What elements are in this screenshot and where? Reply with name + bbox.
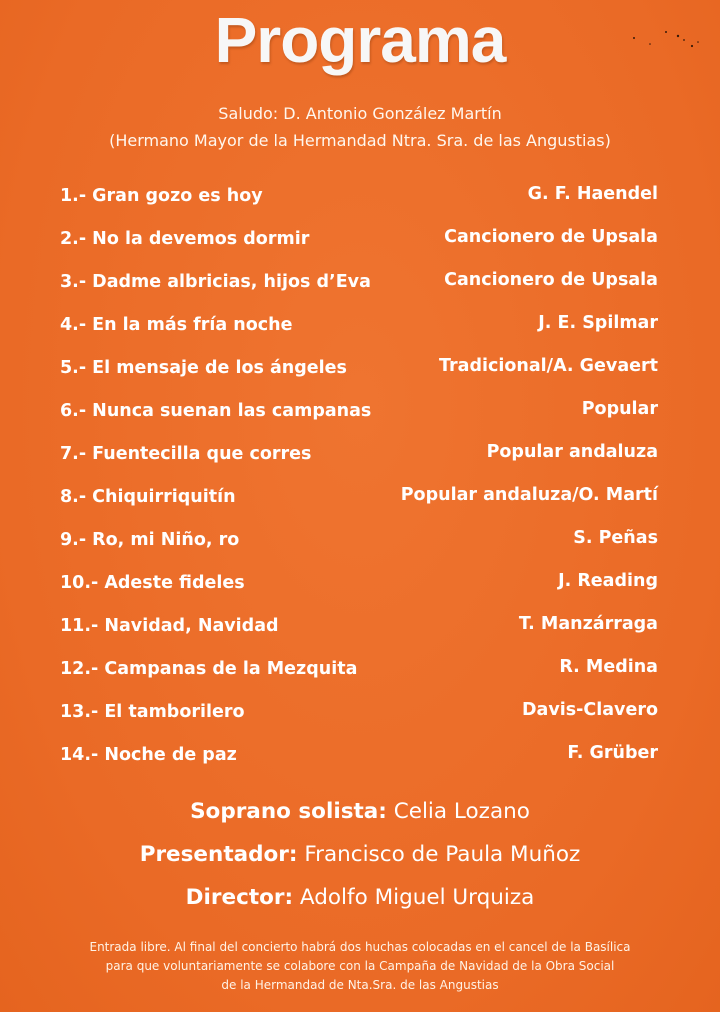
credits — [0, 790, 720, 919]
program-item — [60, 444, 658, 487]
program-item — [60, 530, 658, 573]
footer-line-3: de la Hermandad de Nta.Sra. de las Angustias — [221, 978, 499, 992]
program-item-title: 4.- En la más fría noche — [60, 315, 293, 335]
program-item — [60, 229, 658, 272]
footer-line-1: Entrada libre. Al final del concierto habrá dos huchas colocadas en el cancel de la Basílica — [89, 940, 631, 954]
program-item — [60, 401, 658, 444]
greeting-line-1: Saludo: D. Antonio González Martín — [218, 104, 502, 123]
program-item-composer: F. Grüber — [567, 743, 658, 763]
program-item — [60, 358, 658, 401]
program-item-composer: J. E. Spilmar — [538, 313, 658, 333]
footer-line-2: para que voluntariamente se colabore con la Campaña de Navidad de la Obra Social — [105, 959, 615, 973]
program-item-title: 1.- Gran gozo es hoy — [60, 186, 263, 206]
program-item-title: 5.- El mensaje de los ángeles — [60, 358, 347, 378]
greeting-line-2: (Hermano Mayor de la Hermandad Ntra. Sra. de las Angustias) — [109, 131, 611, 150]
credit-director-name: Adolfo Miguel Urquiza — [299, 885, 535, 910]
program-item-title: 2.- No la devemos dormir — [60, 229, 310, 249]
program-item-title: 13.- El tamborilero — [60, 702, 245, 722]
program-item-title: 8.- Chiquirriquitín — [60, 487, 236, 507]
program-item-title: 7.- Fuentecilla que corres — [60, 444, 312, 464]
credit-presenter-name: Francisco de Paula Muñoz — [304, 842, 581, 867]
credit-director-role: Director: — [185, 885, 294, 910]
greeting — [0, 100, 720, 154]
program-item-composer: T. Manzárraga — [518, 614, 658, 634]
program-item-composer: G. F. Haendel — [527, 184, 658, 204]
credit-presenter-role: Presentador: — [139, 842, 298, 867]
program-item — [60, 659, 658, 702]
credit-director — [0, 876, 720, 919]
program-item — [60, 315, 658, 358]
program-item — [60, 616, 658, 659]
program-item-composer: Cancionero de Upsala — [444, 270, 658, 290]
program-item — [60, 272, 658, 315]
program-item-title: 12.- Campanas de la Mezquita — [60, 659, 358, 679]
program-item-composer: Popular — [581, 399, 658, 419]
program-item-composer: Popular andaluza/O. Martí — [400, 485, 658, 505]
program-list — [60, 186, 658, 788]
credit-soprano-name: Celia Lozano — [393, 799, 530, 824]
page-title: Programa — [214, 4, 506, 76]
program-item — [60, 487, 658, 530]
program-item-composer: Davis-Clavero — [521, 700, 658, 720]
program-item-title: 10.- Adeste fideles — [60, 573, 245, 593]
program-item-composer: S. Peñas — [573, 528, 658, 548]
program-item-title: 3.- Dadme albricias, hijos d’Eva — [60, 272, 371, 292]
program-item-title: 6.- Nunca suenan las campanas — [60, 401, 372, 421]
credit-presenter — [0, 833, 720, 876]
program-item-composer: Tradicional/A. Gevaert — [439, 356, 658, 376]
program-item-composer: Popular andaluza — [486, 442, 658, 462]
program-item — [60, 702, 658, 745]
credit-soprano — [0, 790, 720, 833]
program-item — [60, 186, 658, 229]
footer-note — [0, 938, 720, 995]
program-item-composer: R. Medina — [559, 657, 658, 677]
program-item-title: 11.- Navidad, Navidad — [60, 616, 279, 636]
program-item-composer: J. Reading — [558, 571, 658, 591]
program-item — [60, 745, 658, 788]
program-item-title: 14.- Noche de paz — [60, 745, 237, 765]
program-item — [60, 573, 658, 616]
program-item-composer: Cancionero de Upsala — [444, 227, 658, 247]
credit-soprano-role: Soprano solista: — [190, 799, 387, 824]
program-item-title: 9.- Ro, mi Niño, ro — [60, 530, 240, 550]
